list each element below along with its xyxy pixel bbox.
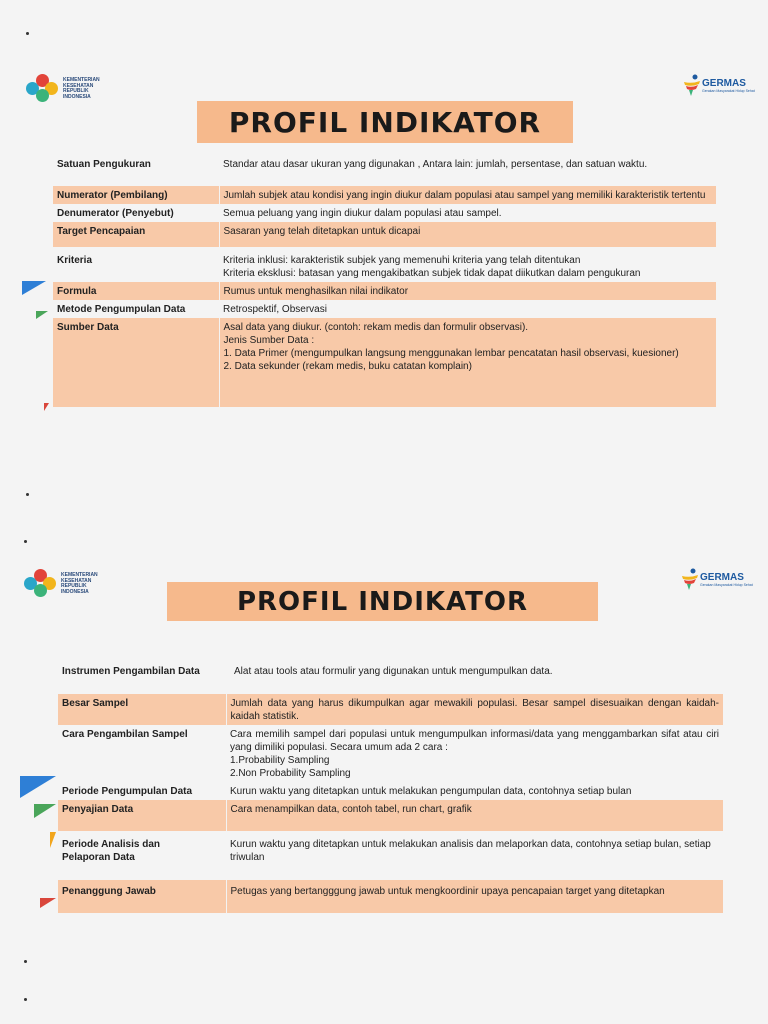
indicator-table <box>58 662 723 913</box>
row-value: Asal data yang diukur. (contoh: rekam medis dan formulir observasi). <box>223 322 529 333</box>
row-value: Cara memilih sampel dari populasi untuk mengumpulkan informasi/data yang menggambarkan sifat atau ciri yang dimiliki populasi. Secara umum ada 2 cara : <box>230 729 719 753</box>
row-label: Besar Sampel <box>58 694 226 725</box>
punch-mark <box>24 540 27 543</box>
germas-logo-subtext: Gerakan Masyarakat Hidup Sehat <box>702 88 755 93</box>
row-label: Formula <box>53 282 219 300</box>
germas-logo-text: GERMAS <box>702 77 746 89</box>
table-row <box>53 282 716 300</box>
red-side-flag <box>44 403 49 411</box>
row-label: Penanggung Jawab <box>58 880 226 913</box>
table-row <box>53 204 716 222</box>
row-value: Standar atau dasar ukuran yang digunakan , Antara lain: jumlah, persentase, dan satuan waktu. <box>223 159 648 170</box>
row-value: Kriteria inklusi: karakteristik subjek yang memenuhi kriteria yang telah ditentukan <box>223 255 581 266</box>
row-value: Alat atau tools atau formulir yang digunakan untuk mengumpulkan data. <box>234 666 553 677</box>
row-value: Jumlah subjek atau kondisi yang ingin diukur dalam populasi atau sampel yang memiliki karakteristik tertentu <box>219 186 716 204</box>
row-label: Target Pencapaian <box>53 222 219 248</box>
row-label-line-2: Pelaporan Data <box>62 852 135 863</box>
row-value: Kurun waktu yang ditetapkan untuk melakukan pengumpulan data, contohnya setiap bulan <box>230 786 632 797</box>
table-row <box>53 186 716 204</box>
row-value-line-3: 1. Data Primer (mengumpulkan langsung menggunakan lembar pencatatan hasil observasi, kuesioner) <box>223 348 679 359</box>
table-row <box>53 155 716 186</box>
row-label: Instrumen Pengambilan Data <box>62 666 200 677</box>
kemenkes-logo-icon <box>26 74 60 104</box>
row-value: Semua peluang yang ingin diukur dalam populasi atau sampel. <box>223 208 502 219</box>
row-value: Cara menampilkan data, contoh tabel, run chart, grafik <box>226 800 723 832</box>
blue-side-flag <box>22 281 46 295</box>
indicator-profile-page-1 <box>0 0 768 470</box>
row-label: Denumerator (Penyebut) <box>57 208 174 219</box>
row-label: Numerator (Pembilang) <box>53 186 219 204</box>
row-label: Cara Pengambilan Sampel <box>62 729 188 740</box>
punch-mark <box>24 998 27 1001</box>
germas-logo <box>680 568 753 590</box>
punch-mark <box>24 960 27 963</box>
green-side-flag <box>34 804 56 818</box>
table-row <box>58 782 723 800</box>
table-row <box>58 725 723 782</box>
kemenkes-logo-icon <box>24 569 58 599</box>
red-side-flag <box>40 898 56 908</box>
indicator-table <box>53 155 716 407</box>
row-value: Retrospektif, Observasi <box>223 304 327 315</box>
row-label: Kriteria <box>53 248 219 282</box>
kemenkes-logo-text: KEMENTERIAN KESEHATAN REPUBLIK INDONESIA <box>61 572 98 595</box>
table-row <box>58 832 723 880</box>
row-value-line-4: 2. Data sekunder (rekam medis, buku catatan komplain) <box>223 361 472 372</box>
row-value-line-2: Kriteria eksklusi: batasan yang mengakibatkan subjek tidak dapat diikutkan dalam pengukuran <box>223 268 641 279</box>
row-label: Periode Analisis dan <box>62 839 160 850</box>
table-row <box>58 880 723 913</box>
row-value: Kurun waktu yang ditetapkan untuk melakukan analisis dan melaporkan data, contohnya setiap bulan, setiap triwulan <box>226 832 723 880</box>
punch-mark <box>26 32 29 35</box>
germas-logo-icon <box>680 568 700 590</box>
row-value-line-2: Jenis Sumber Data : <box>223 335 315 346</box>
table-row <box>58 662 723 694</box>
row-value: Rumus untuk menghasilkan nilai indikator <box>219 282 716 300</box>
row-label: Penyajian Data <box>58 800 226 832</box>
punch-mark <box>26 493 29 496</box>
row-value: Jumlah data yang harus dikumpulkan agar mewakili populasi. Besar sampel disesuaikan dengan kaidah-kaidah statistik. <box>226 694 723 725</box>
page-title: PROFIL INDIKATOR <box>167 582 598 621</box>
row-value: Petugas yang bertangggung jawab untuk mengkoordinir upaya pencapaian target yang ditetapkan <box>226 880 723 913</box>
kemenkes-logo <box>26 74 111 104</box>
row-value: Sasaran yang telah ditetapkan untuk dicapai <box>219 222 716 248</box>
green-side-flag <box>36 311 48 319</box>
page-title: PROFIL INDIKATOR <box>197 101 573 143</box>
row-label: Metode Pengumpulan Data <box>57 304 186 315</box>
blue-side-flag <box>20 776 56 798</box>
orange-side-flag <box>50 832 56 848</box>
table-row <box>58 800 723 832</box>
germas-logo-subtext: Gerakan Masyarakat Hidup Sehat <box>700 582 753 587</box>
table-row <box>53 300 716 318</box>
table-row <box>58 694 723 725</box>
table-row <box>53 318 716 407</box>
kemenkes-logo <box>24 569 109 599</box>
row-value-line-3: 2.Non Probability Sampling <box>230 768 351 779</box>
germas-logo-icon <box>682 74 702 96</box>
table-row <box>53 248 716 282</box>
indicator-profile-page-2 <box>0 540 768 1020</box>
kemenkes-logo-text: KEMENTERIAN KESEHATAN REPUBLIK INDONESIA <box>63 77 100 100</box>
germas-logo-text: GERMAS <box>700 571 744 583</box>
row-label: Periode Pengumpulan Data <box>62 786 193 797</box>
row-value-line-2: 1.Probability Sampling <box>230 755 330 766</box>
table-row <box>53 222 716 248</box>
germas-logo <box>682 74 755 96</box>
row-label: Satuan Pengukuran <box>57 159 151 170</box>
row-label: Sumber Data <box>53 318 219 407</box>
